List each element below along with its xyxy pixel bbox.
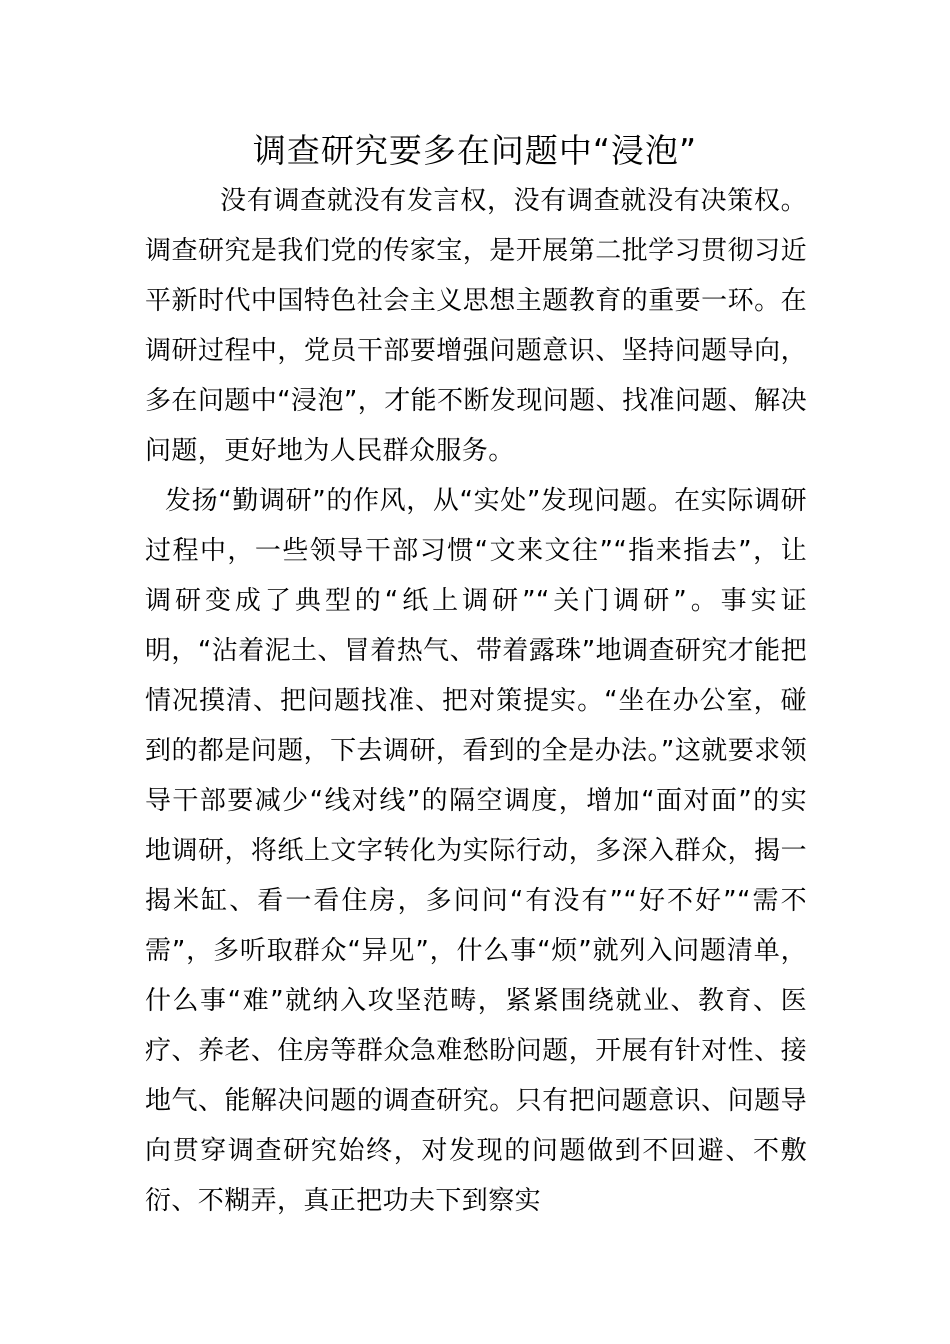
paragraph-intro: 没有调查就没有发言权，没有调查就没有决策权。调查研究是我们党的传家宝，是开展第二批学习贯彻习近平新时代中国特色社会主义思想主题教育的重要一环。在调研过程中，党员干部要增强问题意识、坚持问题导向，多在问题中“浸泡”，才能不断发现问题、找准问题、解决问题，更好地为人民群众服务。 xyxy=(145,186,807,466)
paragraph-diligent-research: 发扬“勤调研”的作风，从“实处”发现问题。在实际调研过程中，一些领导干部习惯“文来文往”“指来指去”，让调研变成了典型的“纸上调研”“关门调研”。事实证明，“沾着泥土、冒着热气、带着露珠”地调查研究才能把情况摸清、把问题找准、把对策提实。“坐在办公室，碰到的都是问题，下去调研，看到的全是办法。”这就要求领导干部要减少“线对线”的隔空调度，增加“面对面”的实地调研，将纸上文字转化为实际行动，多深入群众，揭一揭米缸、看一看住房，多问问“有没有”“好不好”“需不需”，多听取群众“异见”，什么事“烦”就列入问题清单，什么事“难”就纳入攻坚范畴，紧紧围绕就业、教育、医疗、养老、住房等群众急难愁盼问题，开展有针对性、接地气、能解决问题的调查研究。只有把问题意识、问题导向贯穿调查研究始终，对发现的问题做到不回避、不敷衍、不糊弄，真正把功夫下到察实 xyxy=(145,486,807,1216)
document-body xyxy=(145,176,807,1226)
document-title: 调查研究要多在问题中“浸泡” xyxy=(252,131,698,170)
